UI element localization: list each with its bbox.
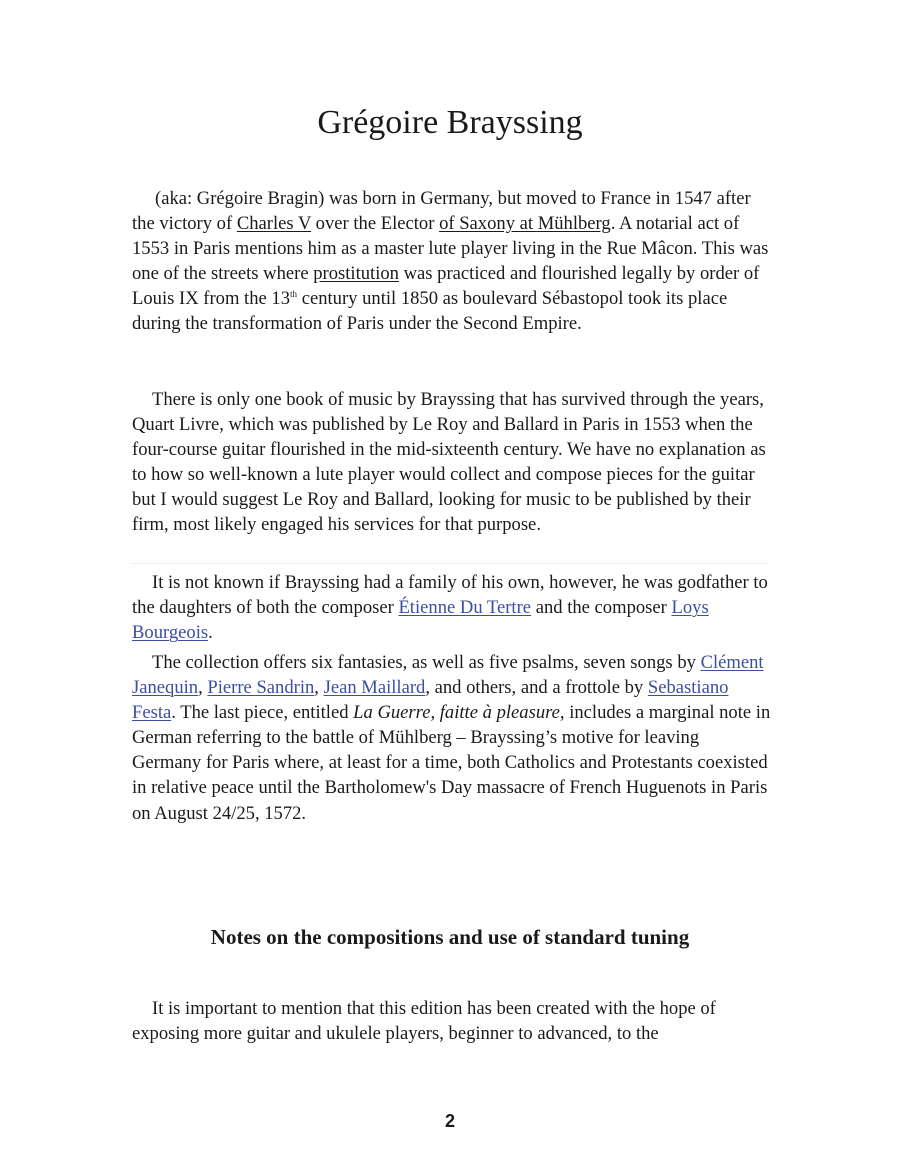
paragraph-quart-livre: There is only one book of music by Brayssing that has survived through the years, Quart Livre, which was published by Le Roy and Ballard in Paris in 1553 when the four-course guitar flourished in the mid-sixteenth century. We have no explanation as to how so well-known a lute player would collect and compose pieces for the guitar but I would suggest Le Roy and Ballard, looking for music to be published by their firm, most likely engaged his services for that purpose. bbox=[132, 389, 766, 536]
italic-piece-title: La Guerre, faitte à pleasure bbox=[353, 702, 560, 724]
text-run: , and others, and a frottole by bbox=[425, 677, 648, 699]
paragraph-edition-notes: It is important to mention that this edition has been created with the hope of exposing more guitar and ukulele players, beginner to advanced, to the bbox=[132, 998, 716, 1045]
section-heading: Notes on the compositions and use of standard tuning bbox=[210, 925, 690, 949]
paragraph-collection bbox=[132, 650, 772, 826]
text-run: The collection offers six fantasies, as well as five psalms, seven songs by bbox=[152, 652, 701, 673]
link-pierre-sandrin[interactable]: Pierre Sandrin bbox=[207, 677, 315, 699]
text-run: over the Elector bbox=[311, 213, 440, 235]
link-etienne-du-tertre[interactable]: Étienne Du Tertre bbox=[398, 597, 532, 619]
text-run: , bbox=[314, 677, 324, 699]
text-run: (aka: Grégoire Bragin) was born in Germany, but moved to France in 1547 after the victory of bbox=[132, 188, 751, 235]
text-run: and the composer bbox=[531, 597, 672, 619]
page-number: 2 bbox=[444, 1111, 455, 1131]
text-run: , bbox=[198, 677, 208, 699]
underlined-prostitution: prostitution bbox=[313, 263, 399, 285]
text-run: . A notarial act of 1553 in Paris mentions him as a master lute player living in the Rue Mâcon. This was one of the streets where bbox=[132, 213, 769, 285]
underlined-muhlberg: Mühlberg bbox=[537, 213, 611, 235]
paragraph-divider bbox=[132, 563, 768, 564]
text-run: , includes a marginal note in German referring to the battle of Mühlberg – Brayssing’s motive for leaving Germany for Paris where, at least for a time, both Catholics and Protestants coexisted in relative peace until the Bartholomew's Day massacre of French Huguenots in Paris on August 24/25, 1572. bbox=[132, 702, 771, 824]
text-run: . bbox=[208, 622, 213, 644]
underlined-charles-v: Charles V bbox=[236, 213, 312, 235]
link-clement-janequin[interactable]: Clément Janequin bbox=[132, 652, 764, 699]
paragraph-godfather bbox=[132, 570, 772, 645]
text-run: . The last piece, entitled bbox=[171, 702, 354, 724]
page-title: Grégoire Brayssing bbox=[317, 104, 583, 141]
link-jean-maillard[interactable]: Jean Maillard bbox=[323, 677, 426, 699]
link-loys-bourgeois[interactable]: Loys Bourgeois bbox=[132, 597, 709, 644]
text-run: was practiced and flourished legally by order of Louis IX from the 13 bbox=[132, 263, 760, 310]
underlined-of-saxony: of Saxony at bbox=[439, 213, 538, 235]
superscript-th: th bbox=[290, 289, 298, 300]
text-run: It is not known if Brayssing had a family of his own, however, he was godfather to the daughters of both the composer bbox=[132, 572, 768, 619]
paragraph-biography bbox=[132, 186, 772, 337]
link-sebastiano-festa[interactable]: Sebastiano Festa bbox=[132, 677, 729, 724]
text-run: century until 1850 as boulevard Sébastopol took its place during the transformation of Paris under the Second Empire. bbox=[132, 288, 728, 335]
